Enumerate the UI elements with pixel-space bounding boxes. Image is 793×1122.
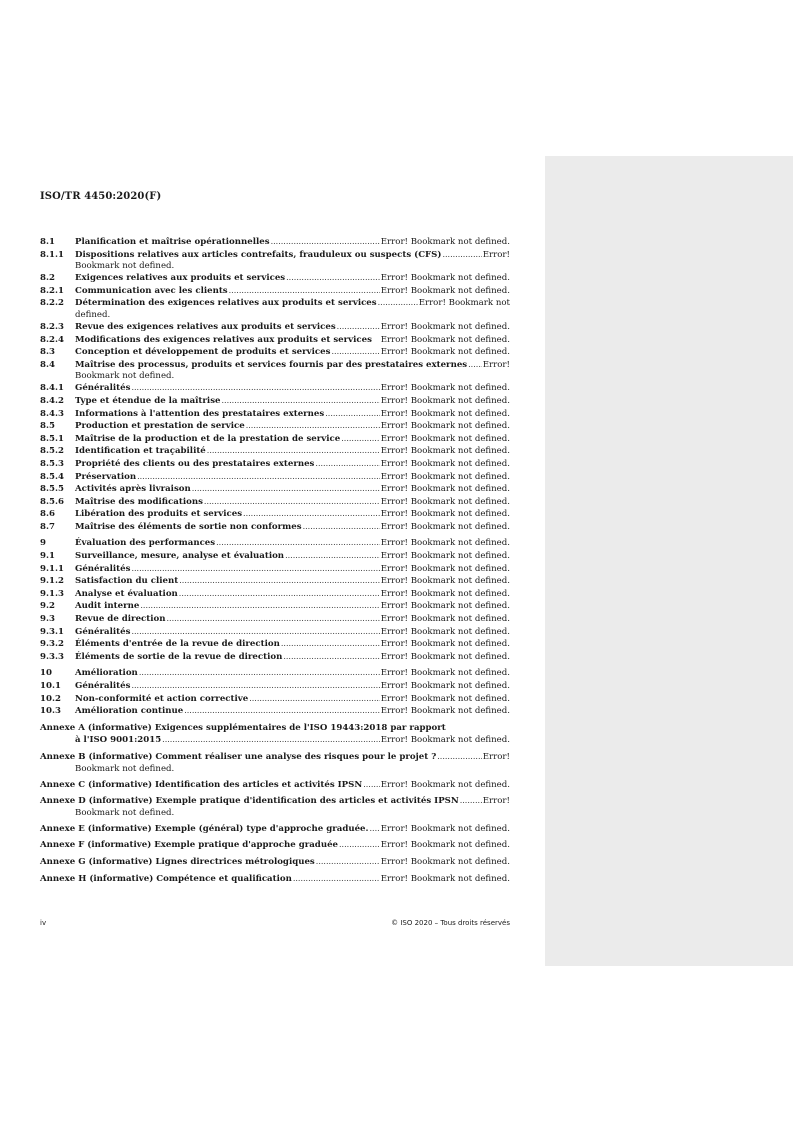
toc-number: 8.5.2 [40,446,64,457]
annex-entry[interactable] [40,873,510,886]
page-reference: Error! Bookmark not [418,298,510,309]
page-reference-continued: Bookmark not defined. [75,807,175,818]
page-reference: Error! Bookmark not defined. [380,347,510,358]
page-reference: Error! Bookmark not defined. [380,873,510,884]
annex-title[interactable]: Annexe A (informative) Exigences supplémentaires de l'ISO 19443:2018 par rapport [40,722,446,733]
page-reference: Error! Bookmark not defined. [380,563,510,574]
page-reference: Error! Bookmark not defined. [380,651,510,662]
page-reference: Error! Bookmark not defined. [380,681,510,691]
page-reference: Error! Bookmark not defined. [380,237,510,247]
toc-title[interactable]: Surveillance, mesure, analyse et évaluation [75,551,285,562]
annex-title[interactable]: Annexe E (informative) Exemple (général) type d'approche graduée. [40,823,369,834]
page-reference: Error! Bookmark not defined. [380,576,510,587]
toc-entry[interactable] [40,667,510,680]
page-reference: Error! [482,359,510,370]
page-reference-continued: Bookmark not defined. [75,261,175,272]
document-title: ISO/TR 4450:2020(F) [40,191,162,202]
toc-number: 9.3.2 [40,639,64,650]
annex-title-continued[interactable]: à l'ISO 9001:2015 [75,735,162,746]
comment-margin-panel [545,156,793,966]
toc-number: 8.4 [40,359,55,370]
toc-number: 8.2.4 [40,334,64,345]
toc-number: 9.3 [40,614,55,625]
toc-title[interactable]: Généralités [75,383,131,394]
toc-entry[interactable] [40,575,510,588]
toc-entry[interactable] [40,638,510,651]
toc-number: 8.5 [40,421,55,432]
toc-title[interactable]: Maîtrise des processus, produits et services fournis par des prestataires externes [75,359,468,370]
page-reference: Error! Bookmark not defined. [380,496,510,507]
annex-entry[interactable] [40,823,510,836]
annex-entry[interactable] [40,779,510,792]
annex-entry[interactable] [40,795,510,819]
page-reference: Error! Bookmark not defined. [380,588,510,599]
copyright-notice: © ISO 2020 – Tous droits réservés [391,919,510,927]
toc-entry[interactable] [40,613,510,626]
leader-dots [131,626,379,639]
toc-number: 8.4.3 [40,408,64,419]
leader-dots [167,613,380,626]
annex-entry[interactable] [40,751,510,775]
leader-dots [222,395,380,408]
leader-dots [162,734,380,747]
toc-number: 9.1.3 [40,588,64,599]
toc-entry[interactable] [40,651,510,664]
toc-entry[interactable] [40,420,510,433]
toc-title[interactable]: Maîtrise des éléments de sortie non conformes [75,521,302,532]
page-reference: Error! Bookmark not defined. [380,446,510,457]
page-reference: Error! [482,796,510,807]
page-reference: Error! Bookmark not defined. [380,639,510,650]
leader-dots [285,550,380,563]
toc-number: 8.1.1 [40,249,64,260]
toc-title[interactable]: Préservation [75,471,137,482]
toc-entry[interactable] [40,458,510,471]
toc-entry[interactable] [40,537,510,550]
leader-dots [316,856,380,869]
page-reference: Error! Bookmark not defined. [380,823,510,834]
page-reference: Error! Bookmark not defined. [380,614,510,625]
toc-title[interactable]: Exigences relatives aux produits et services [75,273,286,284]
leader-dots [325,408,380,421]
annex-title[interactable]: Annexe F (informative) Exemple pratique d'approche graduée [40,840,339,851]
page-reference: Error! Bookmark not defined. [380,779,510,790]
toc-number: 10 [40,668,52,679]
toc-entry[interactable] [40,680,510,693]
toc-number: 8.3 [40,347,55,358]
toc-entry[interactable] [40,408,510,421]
toc-title[interactable]: Revue des exigences relatives aux produits et services [75,321,336,332]
page-reference-continued: defined. [75,309,111,320]
leader-dots [243,508,380,521]
toc-title[interactable]: Planification et maîtrise opérationnelles [75,237,270,247]
page-reference: Error! Bookmark not defined. [380,706,510,717]
annex-entry[interactable] [40,722,510,747]
page-reference: Error! Bookmark not defined. [380,395,510,406]
toc-number: 8.2.1 [40,285,64,296]
leader-dots [283,651,379,664]
toc-entry[interactable] [40,483,510,496]
annex-title[interactable]: Annexe G (informative) Lignes directrices métrologiques [40,856,315,867]
toc-number: 8.6 [40,509,55,520]
toc-entry[interactable] [40,334,510,347]
toc-title[interactable]: Dispositions relatives aux articles contrefaits, frauduleux ou suspects (CFS) [75,249,442,260]
page-reference: Error! Bookmark not defined. [380,421,510,432]
toc-number: 8.1 [40,237,55,247]
toc-title[interactable]: Généralités [75,681,131,691]
toc-title[interactable]: Production et prestation de service [75,421,245,432]
leader-dots [339,839,380,852]
toc-title[interactable]: Évaluation des performances [75,538,216,549]
toc-title[interactable]: Non-conformité et action corrective [75,693,249,704]
toc-entry[interactable] [40,600,510,613]
leader-dots [442,249,481,262]
page-reference: Error! Bookmark not defined. [380,471,510,482]
leader-dots [204,496,380,509]
page-reference: Error! Bookmark not defined. [380,521,510,532]
leader-dots [137,471,380,484]
annex-entry[interactable] [40,856,510,869]
leader-dots [460,795,482,808]
toc-title[interactable]: Éléments de sortie de la revue de direction [75,651,283,662]
toc-number: 9.1 [40,551,55,562]
page-reference: Error! [482,249,510,260]
toc-number: 10.3 [40,706,61,717]
leader-dots [286,272,380,285]
page-reference: Error! [482,751,510,762]
toc-number: 8.4.2 [40,395,64,406]
toc-number: 8.5.1 [40,433,64,444]
page-reference: Error! Bookmark not defined. [380,856,510,867]
toc-number: 9.3.3 [40,651,64,662]
toc-title[interactable]: Identification et traçabilité [75,446,206,457]
toc-title[interactable]: Conception et développement de produits et services [75,347,331,358]
toc-title[interactable]: Type et étendue de la maîtrise [75,395,221,406]
toc-entry[interactable] [40,382,510,395]
toc-title[interactable]: Audit interne [75,601,140,612]
page-reference: Error! Bookmark not defined. [380,693,510,704]
leader-dots [437,751,482,764]
toc-entry[interactable] [40,471,510,484]
toc-entry[interactable] [40,705,510,718]
leader-dots [315,458,379,471]
leader-dots [341,433,380,446]
page-reference: Error! Bookmark not defined. [380,383,510,394]
toc-number: 10.1 [40,681,61,691]
page-reference: Error! Bookmark not defined. [380,538,510,549]
toc-number: 8.5.5 [40,484,64,495]
toc-number: 8.2 [40,273,55,284]
page-reference: Error! Bookmark not defined. [380,321,510,332]
toc-title[interactable]: Revue de direction [75,614,166,625]
leader-dots [229,285,380,298]
annex-entry[interactable] [40,839,510,852]
toc-title[interactable]: Analyse et évaluation [75,588,178,599]
leader-dots [246,420,380,433]
toc-title[interactable]: Modifications des exigences relatives aux produits et services [75,334,372,345]
toc-title[interactable]: Éléments d'entrée de la revue de direction [75,639,280,650]
toc-entry[interactable] [40,433,510,446]
toc-title[interactable]: Détermination des exigences relatives aux produits et services [75,298,377,309]
page-reference-continued: Bookmark not defined. [75,371,175,382]
leader-dots [192,483,380,496]
page-reference: Error! Bookmark not defined. [380,458,510,469]
leader-dots [363,779,380,792]
leader-dots [131,382,379,395]
table-of-contents [40,236,510,885]
page-reference: Error! Bookmark not defined. [380,285,510,296]
leader-dots [281,638,380,651]
leader-dots [378,297,418,310]
toc-entry[interactable] [40,445,510,458]
toc-entry[interactable] [40,321,510,334]
leader-dots [216,537,380,550]
leader-dots [331,346,379,359]
toc-number: 9.3.1 [40,626,64,637]
toc-number: 10.2 [40,693,61,704]
toc-number: 9 [40,538,46,549]
leader-dots [131,563,379,576]
toc-title[interactable]: Généralités [75,626,131,637]
leader-dots [207,445,380,458]
toc-entry[interactable] [40,521,510,534]
toc-number: 9.1.2 [40,576,64,587]
leader-dots [370,823,380,836]
page-reference: Error! Bookmark not defined. [380,840,510,851]
toc-title[interactable]: Maîtrise des modifications [75,496,203,507]
leader-dots [179,575,380,588]
toc-entry[interactable] [40,626,510,639]
annex-title[interactable]: Annexe B (informative) Comment réaliser une analyse des risques pour le projet ? [40,751,437,762]
page-reference: Error! Bookmark not defined. [380,433,510,444]
page-number: iv [40,919,47,927]
toc-number: 9.1.1 [40,563,64,574]
leader-dots [179,588,380,601]
toc-entry[interactable] [40,249,510,262]
leader-dots [271,236,380,249]
toc-entry[interactable] [40,346,510,359]
toc-title[interactable]: Satisfaction du client [75,576,179,587]
annex-title[interactable]: Annexe H (informative) Compétence et qualification [40,873,292,884]
toc-title[interactable]: Communication avec les clients [75,285,228,296]
toc-entry[interactable] [40,272,510,285]
toc-entry[interactable] [40,297,510,310]
leader-dots [249,693,380,706]
toc-number: 9.2 [40,601,55,612]
toc-number: 8.2.3 [40,321,64,332]
page-reference: Error! Bookmark not defined. [380,408,510,419]
leader-dots [139,667,380,680]
toc-number: 8.5.4 [40,471,64,482]
toc-entry[interactable] [40,693,510,706]
page-reference: Error! Bookmark not defined. [380,735,510,746]
toc-entry[interactable] [40,550,510,563]
toc-entry[interactable] [40,285,510,298]
toc-title[interactable]: Amélioration continue [75,706,184,717]
toc-title[interactable]: Activités après livraison [75,484,191,495]
toc-number: 8.7 [40,521,55,532]
page-reference: Error! Bookmark not defined. [380,601,510,612]
toc-number: 8.5.6 [40,496,64,507]
toc-title[interactable]: Généralités [75,563,131,574]
page-reference: Error! Bookmark not defined. [380,334,510,345]
leader-dots [303,521,380,534]
toc-number: 8.2.2 [40,298,64,309]
toc-title[interactable]: Libération des produits et services [75,509,243,520]
annex-title[interactable]: Annexe D (informative) Exemple pratique d'identification des articles et activités IPSN [40,796,459,807]
annex-title[interactable]: Annexe C (informative) Identification des articles et activités IPSN [40,779,363,790]
page-reference: Error! Bookmark not defined. [380,509,510,520]
toc-entry[interactable] [40,395,510,408]
page-reference: Error! Bookmark not defined. [380,273,510,284]
toc-entry[interactable] [40,236,510,249]
toc-title[interactable]: Propriété des clients ou des prestataires externes [75,458,315,469]
toc-title[interactable]: Amélioration [75,668,138,679]
leader-dots [337,321,380,334]
leader-dots [140,600,379,613]
toc-number: 8.4.1 [40,383,64,394]
toc-entry[interactable] [40,588,510,601]
page-reference-continued: Bookmark not defined. [75,763,175,774]
toc-entry[interactable] [40,359,510,372]
toc-entry[interactable] [40,508,510,521]
leader-dots [293,873,380,886]
leader-dots [184,705,380,718]
toc-title[interactable]: Informations à l'attention des prestataires externes [75,408,325,419]
toc-title[interactable]: Maîtrise de la production et de la prestation de service [75,433,341,444]
page-reference: Error! Bookmark not defined. [380,551,510,562]
leader-dots [131,680,379,693]
page-reference: Error! Bookmark not defined. [380,668,510,679]
page-reference: Error! Bookmark not defined. [380,484,510,495]
toc-number: 8.5.3 [40,458,64,469]
leader-dots [468,359,482,372]
toc-entry[interactable] [40,496,510,509]
page-reference: Error! Bookmark not defined. [380,626,510,637]
toc-entry[interactable] [40,563,510,576]
